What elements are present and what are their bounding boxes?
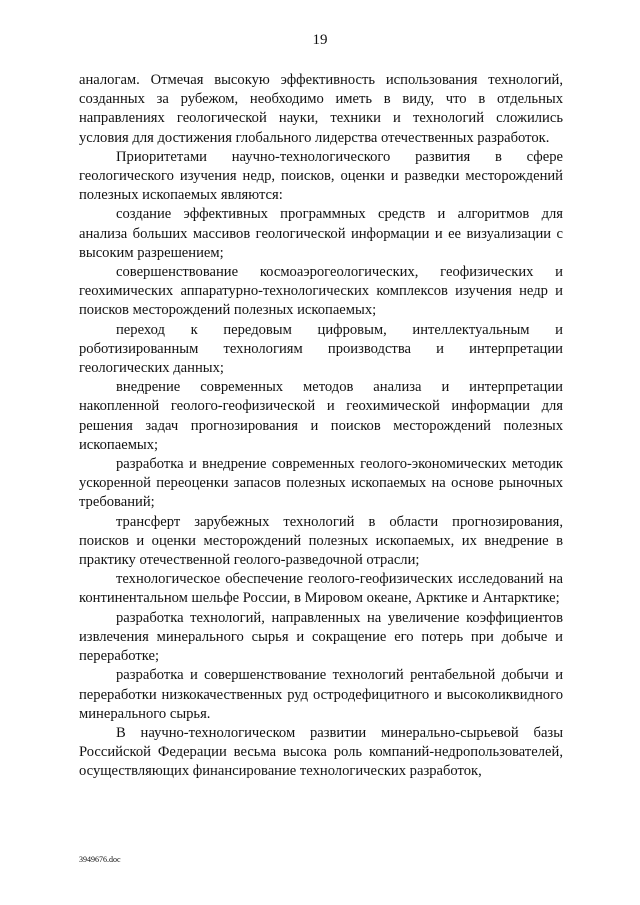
list-item: совершенствование космоаэрогеологических, геофизических и геохимических аппаратурно-технологических комплексов изучения недр и поисков месторождений полезных ископаемых; — [79, 264, 563, 319]
paragraph: Приоритетами научно-технологического развития в сфере геологического изучения недр, поисков, оценки и разведки месторождений полезных ископаемых являются: — [79, 148, 563, 204]
paragraph: аналогам. Отмечая высокую эффективность использования технологий, созданных за рубежом, необходимо иметь в виду, что в отдельных направлениях геологической науки, техники и технологий сложились условия для достижения глобального лидерства отечественных разработок. — [79, 72, 563, 146]
document-body — [79, 71, 563, 782]
list-item: переход к передовым цифровым, интеллектуальным и роботизированным технологиям производства и интерпретации геологических данных; — [79, 321, 563, 377]
list-item: разработка и внедрение современных геолого-экономических методик ускоренной переоценки запасов полезных ископаемых на основе рыночных требований; — [79, 456, 563, 511]
footer-filename: 3949676.doc — [79, 855, 121, 864]
paragraph: В научно-технологическом развитии минерально-сырьевой базы Российской Федерации весьма высока роль компаний-недропользователей, осуществляющих финансирование технологических разработок, — [79, 724, 563, 780]
list-item: технологическое обеспечение геолого-геофизических исследований на континентальном шельфе России, в Мировом океане, Арктике и Антарктике; — [79, 571, 563, 607]
list-item: разработка и совершенствование технологий рентабельной добычи и переработки низкокачественных руд остродефицитного и высоколиквидного минерального сырья. — [79, 667, 563, 722]
list-item: разработка технологий, направленных на увеличение коэффициентов извлечения минерального сырья и сокращение его потерь при добыче и переработке; — [79, 609, 563, 665]
list-item: создание эффективных программных средств и алгоритмов для анализа больших массивов геологической информации и ее визуализации с высоким разрешением; — [79, 206, 563, 261]
page-number: 19 — [312, 32, 328, 48]
list-item: внедрение современных методов анализа и интерпретации накопленной геолого-геофизической и геохимической информации для решения задач прогнозирования и поисков месторождений полезных ископаемых; — [79, 379, 563, 453]
list-item: трансферт зарубежных технологий в области прогнозирования, поисков и оценки месторождений полезных ископаемых, их внедрение в практику отечественной геолого-разведочной отрасли; — [79, 513, 563, 569]
